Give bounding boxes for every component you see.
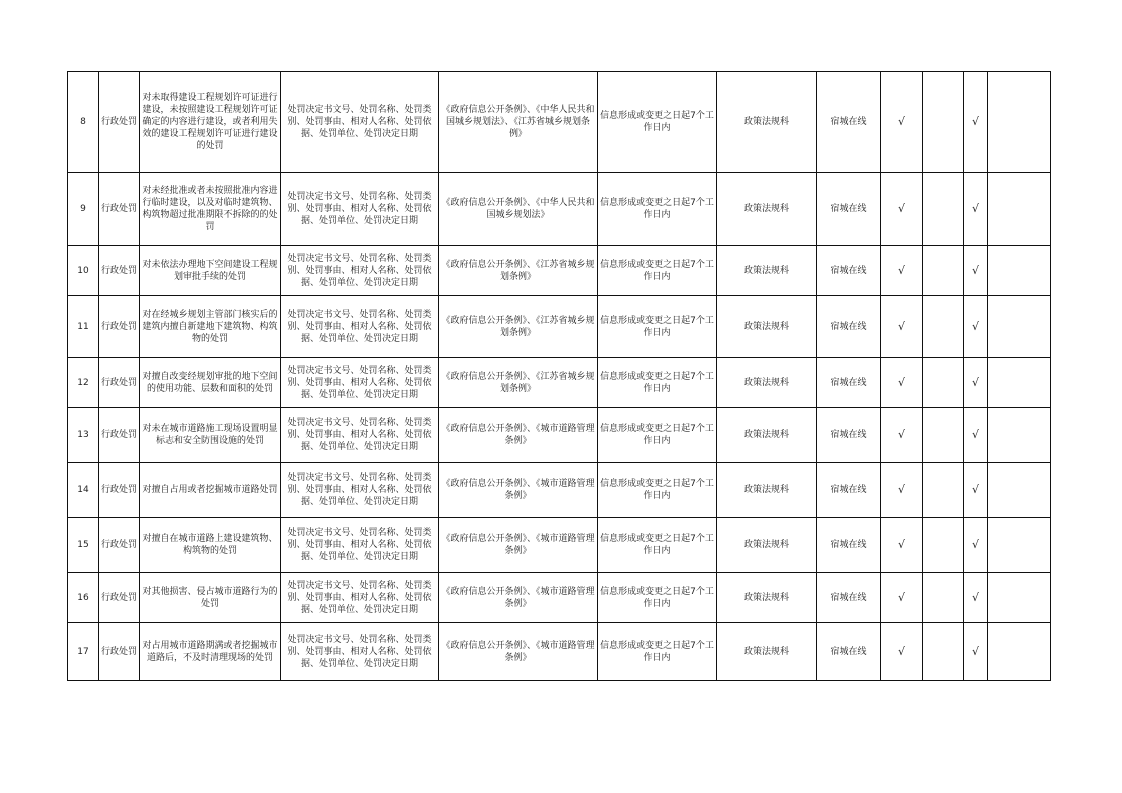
row-department: 政策法规科 (717, 518, 817, 573)
row-check-1: √ (881, 296, 923, 358)
row-channel: 宿城在线 (817, 623, 881, 681)
row-extra (988, 246, 1051, 296)
row-check-2 (923, 408, 964, 463)
table-row (68, 358, 1051, 408)
table-row (68, 173, 1051, 246)
row-extra (988, 358, 1051, 408)
row-extra (988, 72, 1051, 173)
row-category: 行政处罚 (99, 72, 140, 173)
row-extra (988, 296, 1051, 358)
row-matter: 对擅自占用或者挖掘城市道路处罚 (140, 463, 281, 518)
row-category: 行政处罚 (99, 623, 140, 681)
row-check-2 (923, 623, 964, 681)
row-check-2 (923, 463, 964, 518)
row-extra (988, 518, 1051, 573)
row-check-3: √ (964, 518, 988, 573)
row-check-1: √ (881, 408, 923, 463)
row-category: 行政处罚 (99, 408, 140, 463)
row-check-1: √ (881, 518, 923, 573)
row-number: 15 (68, 518, 99, 573)
row-check-1: √ (881, 463, 923, 518)
row-check-2 (923, 518, 964, 573)
row-channel: 宿城在线 (817, 173, 881, 246)
row-matter: 对擅自在城市道路上建设建筑物、构筑物的处罚 (140, 518, 281, 573)
row-time-limit: 信息形成或变更之日起7个工作日内 (598, 358, 717, 408)
row-basis: 《政府信息公开条例》、《城市道路管理条例》 (439, 518, 598, 573)
row-number: 8 (68, 72, 99, 173)
row-extra (988, 623, 1051, 681)
row-check-2 (923, 173, 964, 246)
row-basis: 《政府信息公开条例》、《城市道路管理条例》 (439, 463, 598, 518)
row-category: 行政处罚 (99, 573, 140, 623)
row-time-limit: 信息形成或变更之日起7个工作日内 (598, 623, 717, 681)
row-channel: 宿城在线 (817, 518, 881, 573)
row-content: 处罚决定书文号、处罚名称、处罚类别、处罚事由、相对人名称、处罚依据、处罚单位、处罚决定日期 (281, 623, 439, 681)
row-check-3: √ (964, 623, 988, 681)
row-check-3: √ (964, 173, 988, 246)
row-matter: 对未依法办理地下空间建设工程规划审批手续的处罚 (140, 246, 281, 296)
table-row (68, 518, 1051, 573)
row-channel: 宿城在线 (817, 463, 881, 518)
row-category: 行政处罚 (99, 296, 140, 358)
row-check-3: √ (964, 573, 988, 623)
row-check-3: √ (964, 246, 988, 296)
row-content: 处罚决定书文号、处罚名称、处罚类别、处罚事由、相对人名称、处罚依据、处罚单位、处罚决定日期 (281, 358, 439, 408)
row-check-1: √ (881, 72, 923, 173)
row-time-limit: 信息形成或变更之日起7个工作日内 (598, 246, 717, 296)
table-row (68, 623, 1051, 681)
row-matter: 对未经批准或者未按照批准内容进行临时建设，以及对临时建筑物、构筑物超过批准期限不拆除的的处罚 (140, 173, 281, 246)
row-extra (988, 173, 1051, 246)
row-check-1: √ (881, 173, 923, 246)
row-check-2 (923, 72, 964, 173)
row-category: 行政处罚 (99, 358, 140, 408)
row-extra (988, 573, 1051, 623)
row-department: 政策法规科 (717, 246, 817, 296)
row-number: 14 (68, 463, 99, 518)
row-department: 政策法规科 (717, 573, 817, 623)
row-check-1: √ (881, 573, 923, 623)
row-category: 行政处罚 (99, 463, 140, 518)
row-basis: 《政府信息公开条例》、《江苏省城乡规划条例》 (439, 358, 598, 408)
row-time-limit: 信息形成或变更之日起7个工作日内 (598, 463, 717, 518)
row-extra (988, 463, 1051, 518)
row-content: 处罚决定书文号、处罚名称、处罚类别、处罚事由、相对人名称、处罚依据、处罚单位、处罚决定日期 (281, 518, 439, 573)
row-number: 10 (68, 246, 99, 296)
row-channel: 宿城在线 (817, 72, 881, 173)
row-basis: 《政府信息公开条例》、《城市道路管理条例》 (439, 573, 598, 623)
row-check-3: √ (964, 296, 988, 358)
row-content: 处罚决定书文号、处罚名称、处罚类别、处罚事由、相对人名称、处罚依据、处罚单位、处罚决定日期 (281, 408, 439, 463)
row-number: 13 (68, 408, 99, 463)
row-channel: 宿城在线 (817, 296, 881, 358)
row-number: 17 (68, 623, 99, 681)
row-number: 11 (68, 296, 99, 358)
table-row (68, 573, 1051, 623)
table-body (68, 72, 1051, 681)
row-check-3: √ (964, 463, 988, 518)
row-number: 12 (68, 358, 99, 408)
row-time-limit: 信息形成或变更之日起7个工作日内 (598, 408, 717, 463)
row-time-limit: 信息形成或变更之日起7个工作日内 (598, 518, 717, 573)
row-check-2 (923, 573, 964, 623)
row-department: 政策法规科 (717, 408, 817, 463)
row-channel: 宿城在线 (817, 408, 881, 463)
table-row (68, 72, 1051, 173)
row-matter: 对其他损害、侵占城市道路行为的处罚 (140, 573, 281, 623)
row-check-1: √ (881, 623, 923, 681)
row-check-2 (923, 358, 964, 408)
disclosure-table (67, 71, 1051, 681)
row-number: 9 (68, 173, 99, 246)
row-check-3: √ (964, 72, 988, 173)
row-basis: 《政府信息公开条例》、《中华人民共和国城乡规划法》 (439, 173, 598, 246)
row-channel: 宿城在线 (817, 358, 881, 408)
row-matter: 对占用城市道路期满或者挖掘城市道路后，不及时清理现场的处罚 (140, 623, 281, 681)
row-matter: 对未在城市道路施工现场设置明显标志和安全防围设施的处罚 (140, 408, 281, 463)
row-time-limit: 信息形成或变更之日起7个工作日内 (598, 296, 717, 358)
row-category: 行政处罚 (99, 518, 140, 573)
row-check-2 (923, 296, 964, 358)
row-content: 处罚决定书文号、处罚名称、处罚类别、处罚事由、相对人名称、处罚依据、处罚单位、处罚决定日期 (281, 296, 439, 358)
row-channel: 宿城在线 (817, 573, 881, 623)
row-department: 政策法规科 (717, 358, 817, 408)
row-basis: 《政府信息公开条例》、《城市道路管理条例》 (439, 408, 598, 463)
row-extra (988, 408, 1051, 463)
row-basis: 《政府信息公开条例》、《中华人民共和国城乡规划法》、《江苏省城乡规划条例》 (439, 72, 598, 173)
table-row (68, 296, 1051, 358)
row-content: 处罚决定书文号、处罚名称、处罚类别、处罚事由、相对人名称、处罚依据、处罚单位、处罚决定日期 (281, 463, 439, 518)
row-check-3: √ (964, 358, 988, 408)
table-row (68, 246, 1051, 296)
row-category: 行政处罚 (99, 246, 140, 296)
row-check-1: √ (881, 358, 923, 408)
row-content: 处罚决定书文号、处罚名称、处罚类别、处罚事由、相对人名称、处罚依据、处罚单位、处罚决定日期 (281, 246, 439, 296)
row-check-3: √ (964, 408, 988, 463)
row-basis: 《政府信息公开条例》、《江苏省城乡规划条例》 (439, 296, 598, 358)
row-department: 政策法规科 (717, 296, 817, 358)
row-basis: 《政府信息公开条例》、《江苏省城乡规划条例》 (439, 246, 598, 296)
row-time-limit: 信息形成或变更之日起7个工作日内 (598, 72, 717, 173)
row-basis: 《政府信息公开条例》、《城市道路管理条例》 (439, 623, 598, 681)
table-row (68, 463, 1051, 518)
row-category: 行政处罚 (99, 173, 140, 246)
row-number: 16 (68, 573, 99, 623)
row-check-1: √ (881, 246, 923, 296)
row-department: 政策法规科 (717, 623, 817, 681)
row-department: 政策法规科 (717, 173, 817, 246)
row-check-2 (923, 246, 964, 296)
row-department: 政策法规科 (717, 463, 817, 518)
row-department: 政策法规科 (717, 72, 817, 173)
row-content: 处罚决定书文号、处罚名称、处罚类别、处罚事由、相对人名称、处罚依据、处罚单位、处罚决定日期 (281, 173, 439, 246)
row-time-limit: 信息形成或变更之日起7个工作日内 (598, 173, 717, 246)
row-matter: 对在经城乡规划主管部门核实后的建筑内擅自新建地下建筑物、构筑物的处罚 (140, 296, 281, 358)
row-matter: 对未取得建设工程规划许可证进行建设，未按照建设工程规划许可证确定的内容进行建设，或者利用失效的建设工程规划许可证进行建设的处罚 (140, 72, 281, 173)
row-channel: 宿城在线 (817, 246, 881, 296)
table-row (68, 408, 1051, 463)
row-matter: 对擅自改变经规划审批的地下空间的使用功能、层数和面积的处罚 (140, 358, 281, 408)
row-content: 处罚决定书文号、处罚名称、处罚类别、处罚事由、相对人名称、处罚依据、处罚单位、处罚决定日期 (281, 72, 439, 173)
row-time-limit: 信息形成或变更之日起7个工作日内 (598, 573, 717, 623)
row-content: 处罚决定书文号、处罚名称、处罚类别、处罚事由、相对人名称、处罚依据、处罚单位、处罚决定日期 (281, 573, 439, 623)
